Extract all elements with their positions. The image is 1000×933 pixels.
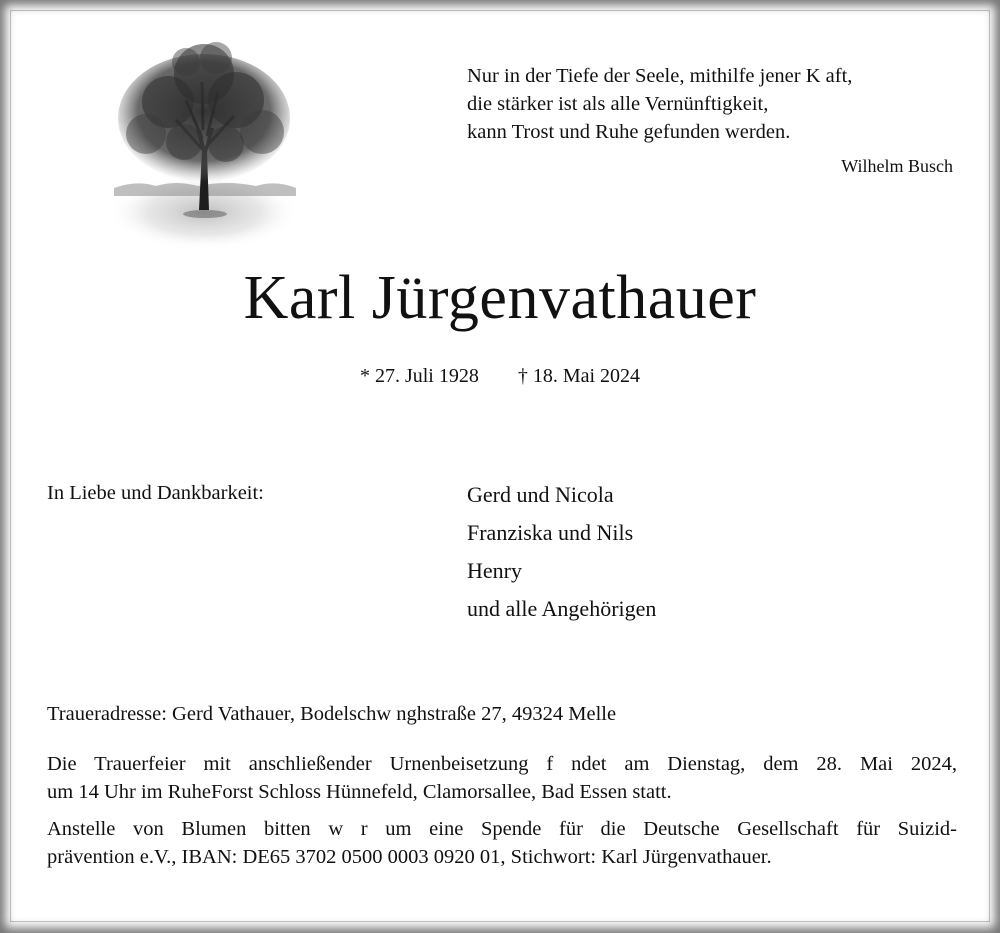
ceremony-paragraph xyxy=(47,750,957,806)
donation-paragraph xyxy=(47,815,957,871)
death-date: † 18. Mai 2024 xyxy=(517,365,641,387)
donation-line: prävention e.V., IBAN: DE65 3702 0500 0003 0920 01, Stichwort: Karl Jürgenvathauer. xyxy=(47,846,772,868)
deceased-name: Karl Jürgenvathauer xyxy=(243,264,757,332)
mourner-name: Gerd und Nicola xyxy=(467,482,614,507)
mourner-name: Henry xyxy=(467,558,522,583)
mourner-name: und alle Angehörigen xyxy=(467,596,657,621)
mourners-label: In Liebe und Dankbarkeit: xyxy=(47,482,264,504)
mourners-list xyxy=(467,476,656,628)
ceremony-line: um 14 Uhr im RuheForst Schloss Hünnefeld, Clamorsallee, Bad Essen statt. xyxy=(47,781,672,803)
mourning-address: Traueradresse: Gerd Vathauer, Bodelschw nghstraße 27, 49324 Melle xyxy=(47,703,617,725)
birth-date: * 27. Juli 1928 xyxy=(359,365,479,387)
poem-line: die stärker ist als alle Vernünftigkeit, xyxy=(467,93,769,115)
donation-line: Anstelle von Blumen bitten w r um eine Spende für die Deutsche Gesellschaft für Suizid- xyxy=(47,818,957,840)
poem-author: Wilhelm Busch xyxy=(841,156,953,176)
poem-line: Nur in der Tiefe der Seele, mithilfe jener K aft, xyxy=(467,65,853,87)
ceremony-line: Die Trauerfeier mit anschließender Urnenbeisetzung f ndet am Dienstag, dem 28. Mai 2024, xyxy=(47,753,957,775)
tree-icon xyxy=(106,30,302,252)
poem xyxy=(467,62,957,146)
mourner-name: Franziska und Nils xyxy=(467,520,634,545)
life-dates xyxy=(0,362,1000,390)
poem-line: kann Trost und Ruhe gefunden werden. xyxy=(467,121,791,143)
